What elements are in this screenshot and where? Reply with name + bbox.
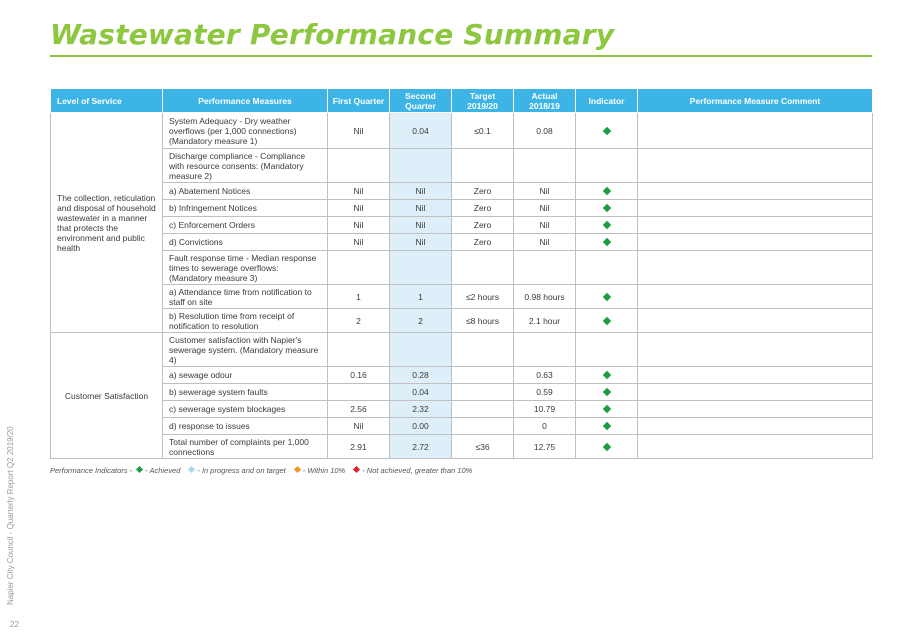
measure-cell: System Adequacy - Dry weather overflows (per 1,000 connections) (Mandatory measure 1) [163, 113, 328, 149]
achieved-diamond-icon [602, 388, 610, 396]
target-cell: ≤2 hours [452, 285, 514, 309]
comment-cell [638, 251, 873, 285]
actual-cell [514, 149, 576, 183]
legend-label: - Within 10% [302, 466, 346, 475]
achieved-diamond-icon [602, 292, 610, 300]
actual-cell [514, 333, 576, 367]
indicator-cell [576, 285, 638, 309]
second-quarter-cell: Nil [390, 217, 452, 234]
comment-cell [638, 333, 873, 367]
second-quarter-cell: 0.28 [390, 367, 452, 384]
not-achieved-diamond-icon [353, 466, 360, 473]
legend-label: - Achieved [145, 466, 181, 475]
target-cell [452, 149, 514, 183]
comment-cell [638, 113, 873, 149]
comment-cell [638, 149, 873, 183]
comment-cell [638, 200, 873, 217]
target-cell: ≤36 [452, 435, 514, 459]
table-row [51, 285, 873, 309]
achieved-diamond-icon [602, 371, 610, 379]
comment-cell [638, 367, 873, 384]
comment-cell [638, 234, 873, 251]
achieved-diamond-icon [602, 238, 610, 246]
measure-cell: b) Resolution time from receipt of notification to resolution [163, 309, 328, 333]
first-quarter-cell: Nil [328, 113, 390, 149]
target-cell [452, 418, 514, 435]
actual-cell: 10.79 [514, 401, 576, 418]
measure-cell: Customer satisfaction with Napier's sewerage system. (Mandatory measure 4) [163, 333, 328, 367]
table-row [51, 309, 873, 333]
target-cell: Zero [452, 217, 514, 234]
measure-cell: a) sewage odour [163, 367, 328, 384]
target-cell [452, 251, 514, 285]
title-rule [50, 55, 872, 57]
header-comment: Performance Measure Comment [638, 89, 873, 113]
comment-cell [638, 309, 873, 333]
indicator-cell [576, 183, 638, 200]
actual-cell: 0 [514, 418, 576, 435]
second-quarter-cell: 1 [390, 285, 452, 309]
side-footer-text: Napier City Council - Quarterly Report Q2 2019/20 [6, 426, 15, 605]
table-row [51, 367, 873, 384]
target-cell: Zero [452, 200, 514, 217]
legend-label: - In progress and on target [197, 466, 286, 475]
measure-cell: a) Attendance time from notification to staff on site [163, 285, 328, 309]
comment-cell [638, 217, 873, 234]
header-second-quarter: Second Quarter [390, 89, 452, 113]
indicator-cell [576, 418, 638, 435]
target-cell: ≤0.1 [452, 113, 514, 149]
first-quarter-cell [328, 149, 390, 183]
achieved-diamond-icon [602, 187, 610, 195]
measure-cell: b) sewerage system faults [163, 384, 328, 401]
first-quarter-cell: 0.16 [328, 367, 390, 384]
second-quarter-cell [390, 333, 452, 367]
first-quarter-cell: Nil [328, 217, 390, 234]
table-row [51, 149, 873, 183]
actual-cell: 0.59 [514, 384, 576, 401]
header-performance-measures: Performance Measures [163, 89, 328, 113]
first-quarter-cell: Nil [328, 234, 390, 251]
actual-cell [514, 251, 576, 285]
target-cell [452, 401, 514, 418]
legend-label: - Not achieved, greater than 10% [362, 466, 473, 475]
achieved-diamond-icon [602, 204, 610, 212]
achieved-diamond-icon [602, 126, 610, 134]
first-quarter-cell: Nil [328, 418, 390, 435]
table-row [51, 234, 873, 251]
measure-cell: d) Convictions [163, 234, 328, 251]
indicator-cell [576, 367, 638, 384]
indicator-cell [576, 401, 638, 418]
comment-cell [638, 183, 873, 200]
second-quarter-cell [390, 149, 452, 183]
table-body [51, 113, 873, 459]
target-cell: ≤8 hours [452, 309, 514, 333]
second-quarter-cell: Nil [390, 183, 452, 200]
performance-table [50, 88, 873, 459]
achieved-diamond-icon [136, 466, 143, 473]
second-quarter-cell [390, 251, 452, 285]
level-of-service-cell: Customer Satisfaction [51, 333, 163, 459]
within-10-diamond-icon [294, 466, 301, 473]
page-title: Wastewater Performance Summary [50, 18, 615, 51]
comment-cell [638, 384, 873, 401]
indicator-cell [576, 217, 638, 234]
table-row [51, 401, 873, 418]
target-cell [452, 384, 514, 401]
first-quarter-cell [328, 384, 390, 401]
table-row [51, 113, 873, 149]
target-cell: Zero [452, 234, 514, 251]
table-row [51, 217, 873, 234]
actual-cell: Nil [514, 200, 576, 217]
achieved-diamond-icon [602, 442, 610, 450]
table-row [51, 183, 873, 200]
second-quarter-cell: 0.04 [390, 113, 452, 149]
measure-cell: c) sewerage system blockages [163, 401, 328, 418]
actual-cell: 0.63 [514, 367, 576, 384]
indicator-cell [576, 200, 638, 217]
achieved-diamond-icon [602, 422, 610, 430]
measure-cell: c) Enforcement Orders [163, 217, 328, 234]
header-level-of-service: Level of Service [51, 89, 163, 113]
second-quarter-cell: 0.04 [390, 384, 452, 401]
header-target: Target 2019/20 [452, 89, 514, 113]
indicator-cell [576, 149, 638, 183]
header-indicator: Indicator [576, 89, 638, 113]
first-quarter-cell: 2.91 [328, 435, 390, 459]
indicator-cell [576, 309, 638, 333]
first-quarter-cell: 1 [328, 285, 390, 309]
target-cell: Zero [452, 183, 514, 200]
indicator-legend [50, 466, 478, 475]
measure-cell: d) response to issues [163, 418, 328, 435]
second-quarter-cell: 2.32 [390, 401, 452, 418]
table-header-row [51, 89, 873, 113]
table-row [51, 200, 873, 217]
achieved-diamond-icon [602, 316, 610, 324]
header-first-quarter: First Quarter [328, 89, 390, 113]
table-row [51, 251, 873, 285]
target-cell [452, 367, 514, 384]
comment-cell [638, 285, 873, 309]
indicator-cell [576, 113, 638, 149]
measure-cell: Total number of complaints per 1,000 connections [163, 435, 328, 459]
actual-cell: 12.75 [514, 435, 576, 459]
measure-cell: b) Infringement Notices [163, 200, 328, 217]
comment-cell [638, 435, 873, 459]
actual-cell: 0.08 [514, 113, 576, 149]
in-progress-diamond-icon [188, 466, 195, 473]
target-cell [452, 333, 514, 367]
table-row [51, 333, 873, 367]
indicator-cell [576, 234, 638, 251]
legend-prefix: Performance Indicators - [50, 466, 133, 475]
actual-cell: Nil [514, 183, 576, 200]
second-quarter-cell: Nil [390, 200, 452, 217]
comment-cell [638, 418, 873, 435]
achieved-diamond-icon [602, 221, 610, 229]
header-actual: Actual 2018/19 [514, 89, 576, 113]
actual-cell: Nil [514, 234, 576, 251]
indicator-cell [576, 384, 638, 401]
second-quarter-cell: Nil [390, 234, 452, 251]
first-quarter-cell [328, 333, 390, 367]
level-of-service-cell: The collection, reticulation and disposal of household wastewater in a manner that protects the environment and public health [51, 113, 163, 333]
actual-cell: 0.98 hours [514, 285, 576, 309]
measure-cell: a) Abatement Notices [163, 183, 328, 200]
measure-cell: Fault response time - Median response times to sewerage overflows: (Mandatory measure 3) [163, 251, 328, 285]
actual-cell: 2.1 hour [514, 309, 576, 333]
first-quarter-cell: 2.56 [328, 401, 390, 418]
indicator-cell [576, 435, 638, 459]
second-quarter-cell: 2.72 [390, 435, 452, 459]
first-quarter-cell: 2 [328, 309, 390, 333]
table-row [51, 435, 873, 459]
second-quarter-cell: 0.00 [390, 418, 452, 435]
actual-cell: Nil [514, 217, 576, 234]
table-row [51, 384, 873, 401]
achieved-diamond-icon [602, 405, 610, 413]
second-quarter-cell: 2 [390, 309, 452, 333]
comment-cell [638, 401, 873, 418]
first-quarter-cell [328, 251, 390, 285]
indicator-cell [576, 333, 638, 367]
measure-cell: Discharge compliance - Compliance with resource consents: (Mandatory measure 2) [163, 149, 328, 183]
indicator-cell [576, 251, 638, 285]
page-number: 22 [10, 620, 19, 629]
first-quarter-cell: Nil [328, 200, 390, 217]
table-row [51, 418, 873, 435]
first-quarter-cell: Nil [328, 183, 390, 200]
